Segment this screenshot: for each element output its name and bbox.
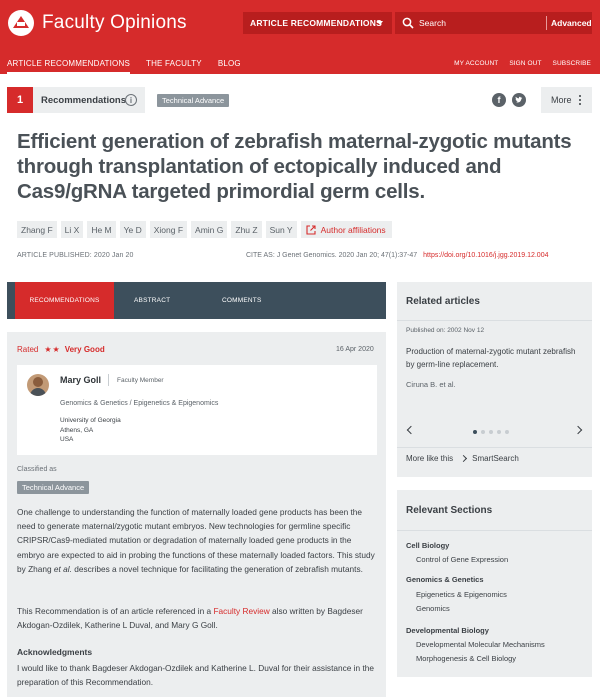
more-like-this-label: More like this <box>406 454 454 463</box>
article-tag[interactable]: Technical Advance <box>157 94 229 107</box>
address-line: Athens, GA <box>60 426 94 434</box>
divider <box>397 320 592 321</box>
more-label: More <box>551 95 572 105</box>
dropdown-label: ARTICLE RECOMMENDATIONS <box>250 18 382 28</box>
account-nav <box>443 60 591 67</box>
more-like-this[interactable] <box>406 454 519 463</box>
advanced-search-link[interactable]: Advanced <box>551 18 592 28</box>
vertical-dots-icon <box>579 95 581 105</box>
publication-date: ARTICLE PUBLISHED: 2020 Jan 20 <box>17 252 134 259</box>
subscribe-link[interactable]: SUBSCRIBE <box>552 60 591 67</box>
main-nav <box>7 59 257 74</box>
relevant-sections-heading: Relevant Sections <box>406 505 493 516</box>
carousel-dot[interactable] <box>473 430 477 434</box>
author-chip[interactable]: Xiong F <box>150 221 187 238</box>
acknowledgments-text: I would like to thank Bagdeser Akdogan-Ozdilek and Katherine L. Duval for their assistance in the preparation of this Recommendation. <box>17 663 374 688</box>
carousel-dot[interactable] <box>505 430 509 434</box>
text-part: One challenge to understanding the function of maternally loaded gene products has been the need to generate maternal/zygotic mutant embryos. New technologies for germline specific CRIPSR/Cas9-mediated mutation or degradation of maternally loaded gene products in the embryo are expected to aid in probing the functions of these maternally loaded factors. This study by Zhang <box>17 507 375 574</box>
external-link-icon <box>306 225 316 235</box>
divider <box>397 447 592 448</box>
rated-label: Rated <box>17 345 39 354</box>
faculty-review-note <box>17 604 379 632</box>
classified-label: Classified as <box>17 466 57 473</box>
author-list <box>17 221 392 238</box>
sign-out-link[interactable]: SIGN OUT <box>509 60 542 67</box>
faculty-card <box>17 365 377 455</box>
faculty-name[interactable]: Mary Goll <box>60 375 102 385</box>
related-article-title[interactable]: Production of maternal-zygotic mutant zebrafish by germ-line replacement. <box>406 347 576 369</box>
carousel-dot[interactable] <box>497 430 501 434</box>
recommendations-label: Recommendations <box>33 87 145 113</box>
faculty-specialty: Genomics & Genetics / Epigenetics & Epigenomics <box>60 400 219 407</box>
rating-text: Very Good <box>64 345 105 354</box>
recommendation-count: 1 <box>7 87 33 113</box>
section-item[interactable]: Control of Gene Expression <box>416 555 509 564</box>
related-articles-heading: Related articles <box>406 296 480 307</box>
nav-blog[interactable]: BLOG <box>217 59 241 68</box>
divider <box>397 530 592 531</box>
author-chip[interactable]: Zhu Z <box>231 221 261 238</box>
related-articles-panel <box>397 282 592 477</box>
text-emphasis: et al. <box>53 563 72 574</box>
divider <box>108 374 109 386</box>
smartsearch-link[interactable]: SmartSearch <box>472 454 519 463</box>
content-tabs <box>7 282 386 319</box>
section-item[interactable]: Morphogenesis & Cell Biology <box>416 654 517 663</box>
panel-spacer <box>7 319 386 332</box>
article-recommendations-dropdown[interactable] <box>243 12 392 34</box>
twitter-share-icon[interactable] <box>512 93 526 107</box>
article-title: Efficient generation of zebrafish maternal-zygotic mutants through transplantation of ectopically induced and Cas9/gRNA targeted primordial germ cells. <box>17 130 572 203</box>
avatar[interactable] <box>27 374 49 396</box>
section-item[interactable]: Genomics <box>416 604 450 613</box>
author-chip[interactable]: Ye D <box>120 221 146 238</box>
author-chip[interactable]: Amin G <box>191 221 227 238</box>
address-line: University of Georgia <box>60 417 121 424</box>
faculty-role: Faculty Member <box>117 377 164 384</box>
more-menu-button[interactable] <box>541 87 592 113</box>
author-chip[interactable]: Zhang F <box>17 221 57 238</box>
chevron-right-icon <box>460 455 467 462</box>
nav-article-recommendations[interactable]: ARTICLE RECOMMENDATIONS <box>7 59 130 74</box>
section-heading[interactable]: Cell Biology <box>406 541 450 550</box>
author-affiliations-button[interactable] <box>301 221 392 238</box>
section-item[interactable]: Developmental Molecular Mechanisms <box>416 640 545 649</box>
rating-row <box>17 345 105 354</box>
acknowledgments-heading: Acknowledgments <box>17 647 93 657</box>
address-line: USA <box>60 436 74 443</box>
section-item[interactable]: Epigenetics & Epigenomics <box>416 590 507 599</box>
star-rating-icon: ★★ <box>44 345 61 354</box>
my-account-link[interactable]: MY ACCOUNT <box>454 60 499 67</box>
tab-abstract[interactable]: ABSTRACT <box>134 297 171 304</box>
recommendation-date: 16 Apr 2020 <box>336 346 374 353</box>
doi-link[interactable]: https://doi.org/10.1016/j.jgg.2019.12.004 <box>423 252 549 259</box>
search-box <box>395 12 592 34</box>
classification-tag[interactable]: Technical Advance <box>17 481 89 494</box>
related-article-authors: Ciruna B. et al. <box>406 380 456 389</box>
carousel-dot[interactable] <box>481 430 485 434</box>
search-input[interactable] <box>419 12 539 34</box>
nav-the-faculty[interactable]: THE FACULTY <box>145 59 202 68</box>
section-heading[interactable]: Genomics & Genetics <box>406 575 484 584</box>
caret-down-icon <box>377 21 383 25</box>
search-divider <box>546 16 547 30</box>
author-chip[interactable]: Sun Y <box>266 221 297 238</box>
faculty-address <box>60 416 121 445</box>
brand-logo[interactable] <box>8 10 187 36</box>
relevant-sections-panel <box>397 490 592 677</box>
author-chip[interactable]: He M <box>87 221 115 238</box>
author-chip[interactable]: Li X <box>61 221 84 238</box>
faculty-opinions-logo-icon <box>8 10 34 36</box>
carousel-dot[interactable] <box>489 430 493 434</box>
tab-recommendations[interactable]: RECOMMENDATIONS <box>15 282 114 319</box>
cite-as: CITE AS: J Genet Genomics. 2020 Jan 20; 47(1):37-47 <box>246 252 418 259</box>
carousel-dots <box>473 430 513 434</box>
tab-comments[interactable]: COMMENTS <box>222 297 262 304</box>
facebook-share-icon[interactable]: f <box>492 93 506 107</box>
citation-line <box>246 252 548 259</box>
faculty-review-link[interactable]: Faculty Review <box>213 606 270 616</box>
brand-name: Faculty Opinions <box>42 12 187 33</box>
top-bar <box>0 0 600 74</box>
chevron-right-icon[interactable] <box>574 426 582 434</box>
section-heading[interactable]: Developmental Biology <box>406 626 489 635</box>
info-icon[interactable]: i <box>125 94 137 106</box>
text-part: This Recommendation is of an article referenced in a <box>17 606 214 616</box>
affiliations-label: Author affiliations <box>320 224 386 235</box>
recommendation-text <box>17 505 379 576</box>
search-icon[interactable] <box>402 17 414 29</box>
text-part: also written by Bagdeser Akdogan-Ozdilek, Katherine L Duval, and Mary G Goll. <box>17 606 363 631</box>
chevron-left-icon[interactable] <box>407 426 415 434</box>
text-part: describes a novel technique for facilitating the generation of zebrafish mutants. <box>71 563 363 574</box>
related-published-date: Published on: 2002 Nov 12 <box>406 327 485 334</box>
